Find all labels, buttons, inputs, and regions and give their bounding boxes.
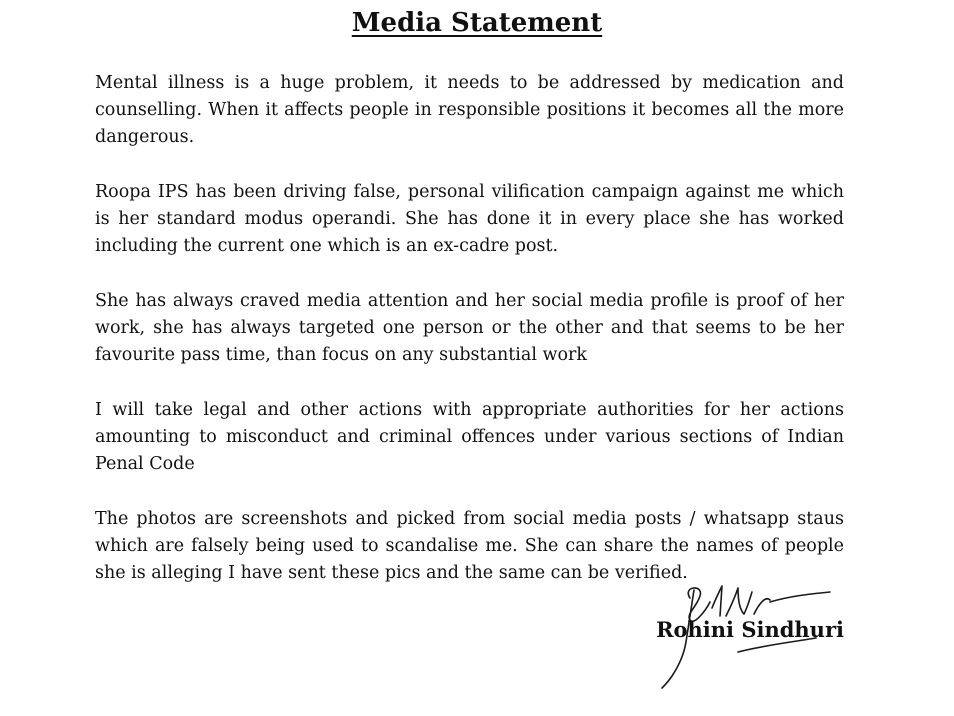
paragraph-mental-illness: Mental illness is a huge problem, it needs to be addressed by medication and counselling. When it affects people in responsible positions it becomes all the more dangerous. <box>95 73 844 148</box>
signatory-name: Rohini Sindhuri <box>656 617 844 642</box>
signature-block <box>620 580 870 700</box>
page-title <box>0 6 954 40</box>
paragraph-photos: The photos are screenshots and picked from social media posts / whatsapp staus which are falsely being used to scandalise me. She can share the names of people she is alleging I have sent these pics and the same can be verified. <box>95 509 844 584</box>
paragraph-vilification-campaign: Roopa IPS has been driving false, personal vilification campaign against me which is her standard modus operandi. She has done it in every place she has worked including the current one which is an ex-cadre post. <box>95 182 844 257</box>
paragraph-legal-action: I will take legal and other actions with appropriate authorities for her actions amounting to misconduct and criminal offences under various sections of Indian Penal Code <box>95 400 844 475</box>
title-text: Media Statement <box>351 8 603 38</box>
paragraph-media-attention: She has always craved media attention and her social media profile is proof of her work, she has always targeted one person or the other and that seems to be her favourite pass time, than focus on any substantial work <box>95 291 844 366</box>
